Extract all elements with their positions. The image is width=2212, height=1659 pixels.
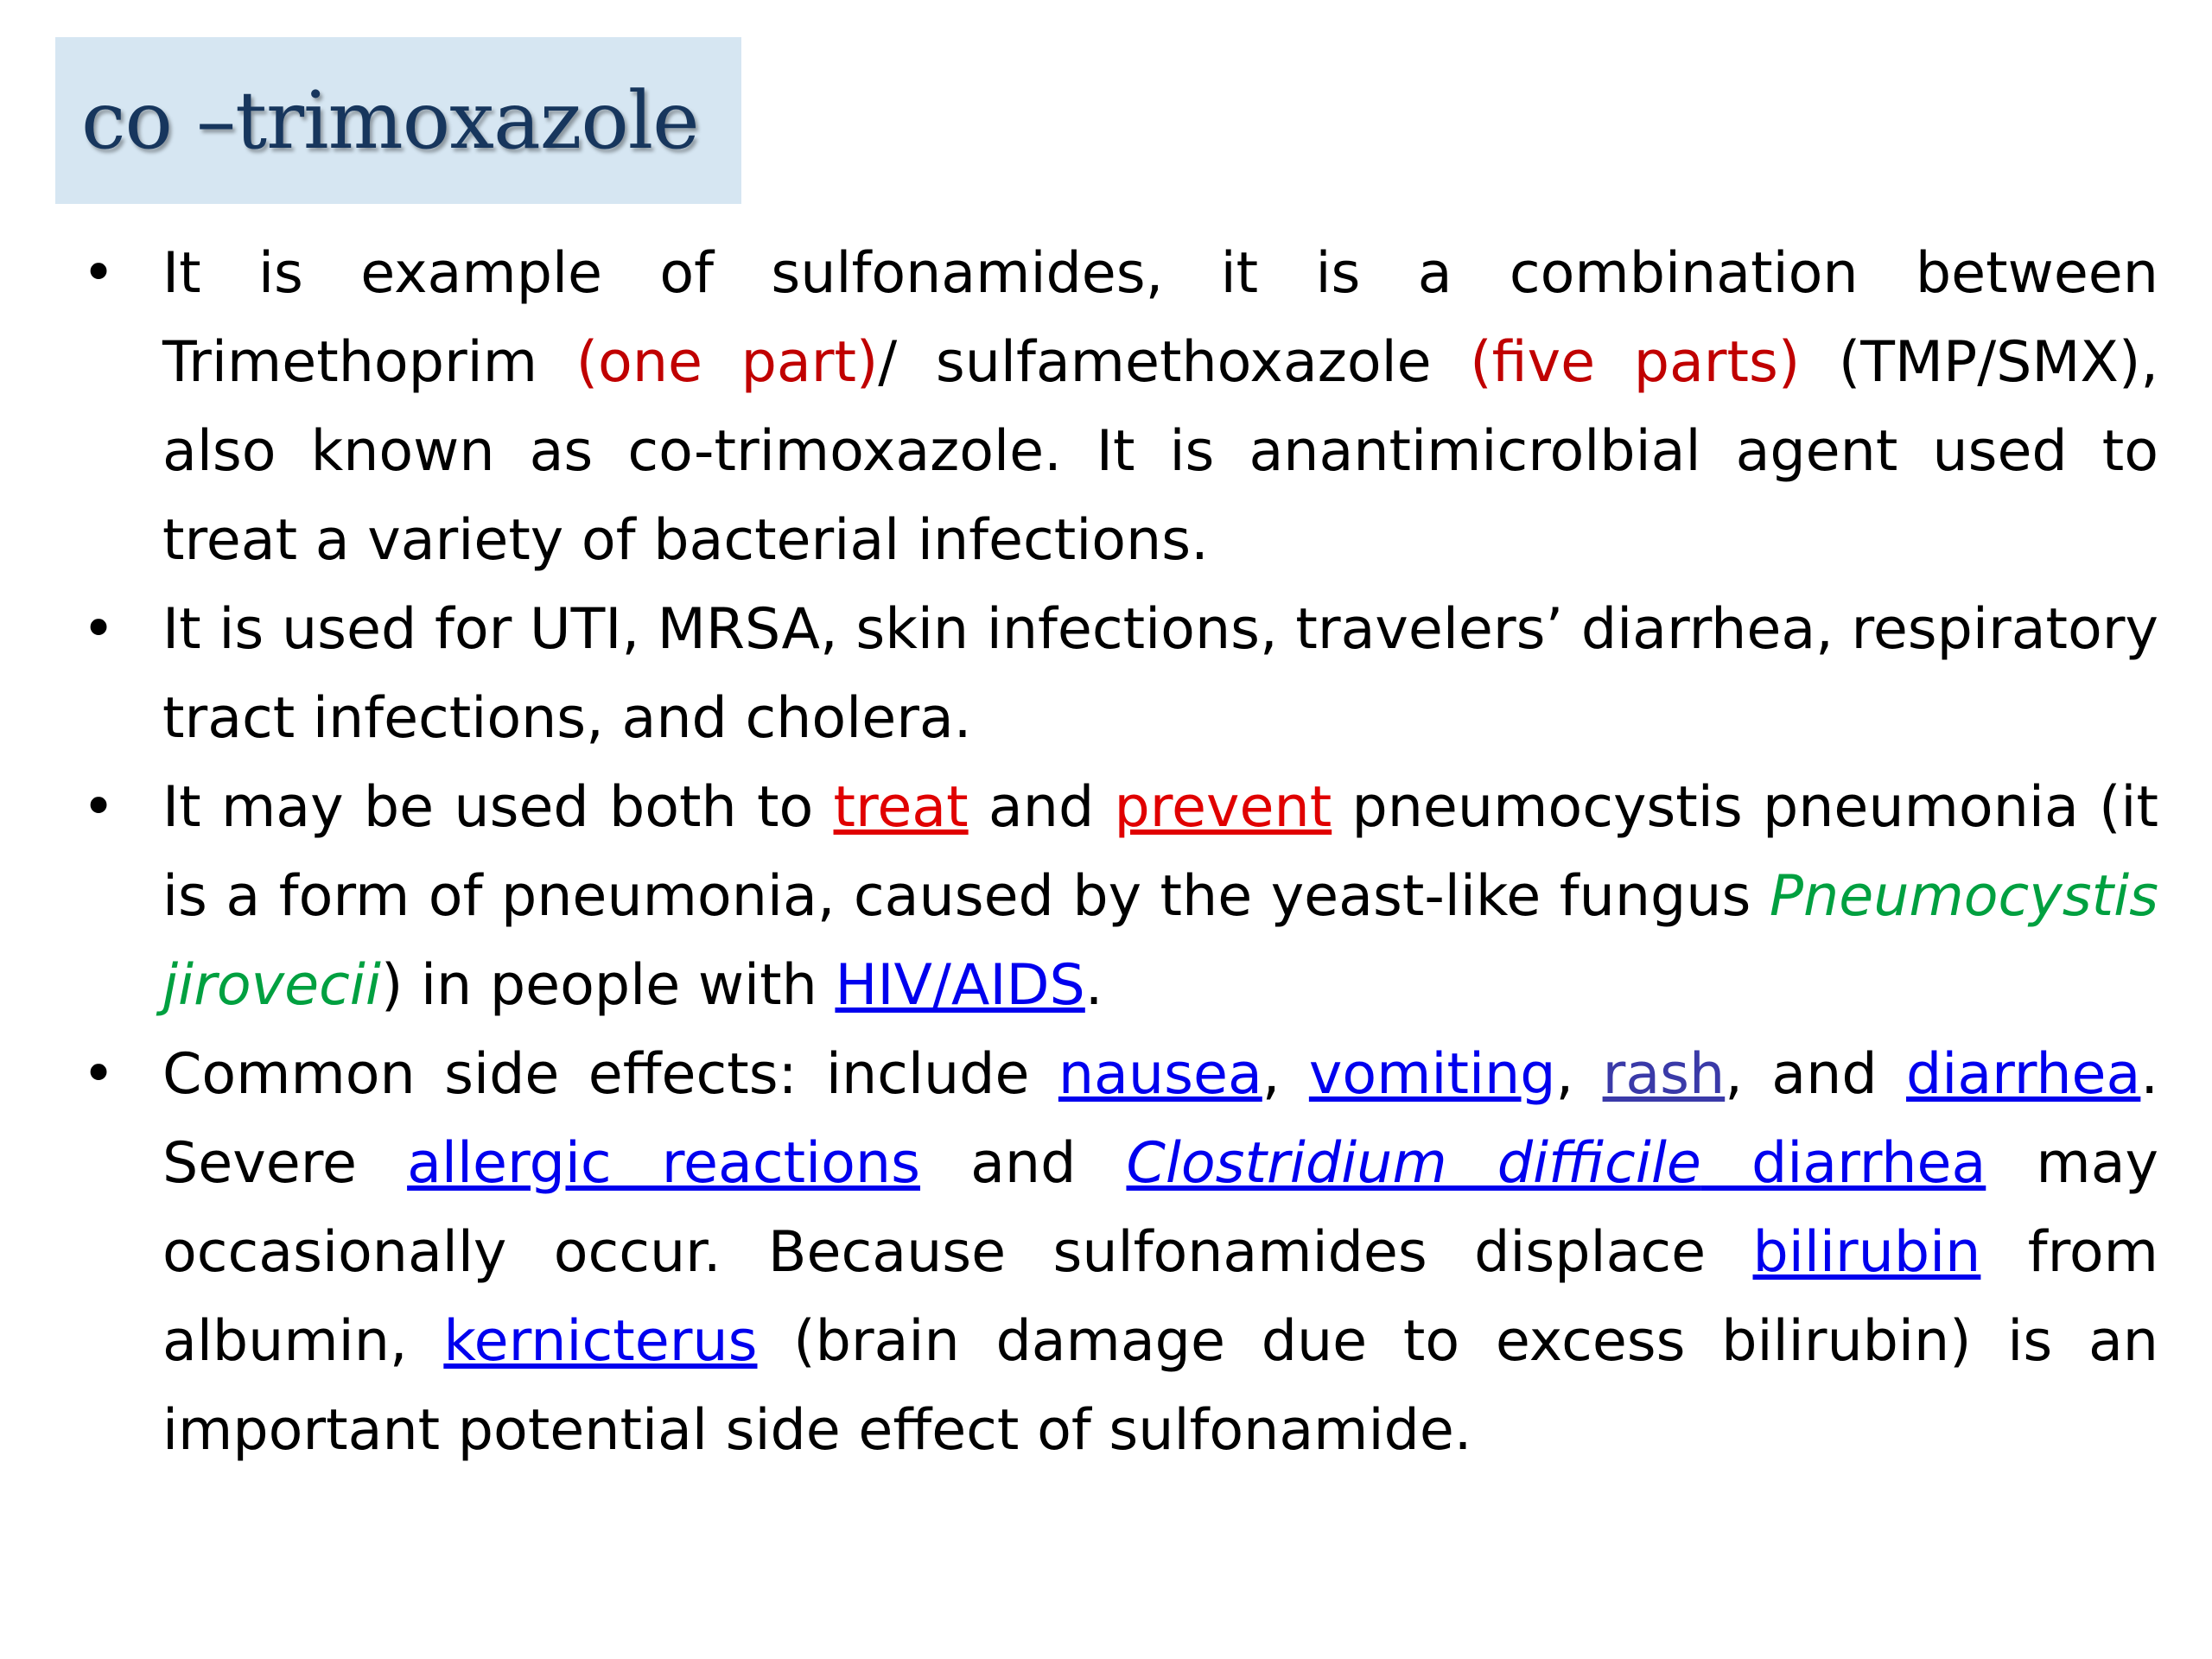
text-segment: It may be used both to xyxy=(162,775,834,840)
kernicterus-link[interactable]: kernicterus xyxy=(443,1309,758,1374)
text-segment: (brain damage due to excess bilirubin) is an important potential side effect of sulfonamide. xyxy=(162,1309,2158,1463)
organism-name: Pneumocystis jirovecii xyxy=(162,864,2158,1018)
text-segment: and xyxy=(920,1131,1127,1196)
bullet-dot-icon: • xyxy=(81,597,116,662)
text-segment: pneumocystis pneumonia (it is a form of pneumonia, caused by the yeast-like fungus xyxy=(162,775,2158,929)
text-segment: may occasionally occur. Because sulfonamides displace xyxy=(162,1131,2159,1285)
bullet-item-uses xyxy=(81,585,2158,763)
hiv-aids-link[interactable]: HIV/AIDS xyxy=(835,953,1085,1018)
prevent-link[interactable]: prevent xyxy=(1114,775,1332,840)
bullet-item-composition xyxy=(81,229,2158,585)
bullet-dot-icon: • xyxy=(81,775,116,840)
bullet-list xyxy=(0,229,2212,1475)
treat-link[interactable]: treat xyxy=(833,775,969,840)
text-segment: . Severe xyxy=(162,1042,2159,1196)
bullet-dot-icon: • xyxy=(81,1042,116,1107)
one-part-note: (one part) xyxy=(575,330,879,395)
bullet-item-pneumocystis xyxy=(81,763,2158,1030)
slide-content xyxy=(0,229,2212,1475)
nausea-link[interactable]: nausea xyxy=(1058,1042,1262,1107)
text-segment: from albumin, xyxy=(162,1220,2158,1374)
text-segment: , xyxy=(1262,1042,1309,1107)
text-segment: . xyxy=(1084,953,1103,1018)
text-segment: ) in people with xyxy=(380,953,836,1018)
bullet-item-side-effects xyxy=(81,1030,2159,1475)
diarrhea-link[interactable]: diarrhea xyxy=(1906,1042,2141,1107)
bilirubin-link[interactable]: bilirubin xyxy=(1752,1220,1981,1285)
text-segment: Common side effects: include xyxy=(162,1042,1058,1107)
rash-link[interactable]: rash xyxy=(1602,1042,1726,1107)
title-box xyxy=(55,37,741,204)
cdiff-diarrhea-link[interactable]: diarrhea xyxy=(1700,1131,1986,1196)
text-segment: It is example of sulfonamides, it is a combination between Trimethoprim xyxy=(162,241,2158,395)
text-segment: / sulfamethoxazole xyxy=(878,330,1471,395)
text-segment: , and xyxy=(1725,1042,1907,1107)
clostridium-difficile-link[interactable]: Clostridium difficile xyxy=(1126,1131,1701,1196)
page-title: co –trimoxazole xyxy=(81,74,699,167)
text-segment: It is used for UTI, MRSA, skin infections, travelers’ diarrhea, respiratory tract infections, and cholera. xyxy=(162,597,2158,751)
text-segment: , xyxy=(1555,1042,1603,1107)
text-segment: (TMP/SMX), also known as co-trimoxazole. It is anantimicrolbial agent used to treat a variety of bacterial infections. xyxy=(162,330,2158,573)
five-parts-note: (five parts) xyxy=(1470,330,1801,395)
text-segment: and xyxy=(968,775,1115,840)
allergic-reactions-link[interactable]: allergic reactions xyxy=(407,1131,920,1196)
bullet-dot-icon: • xyxy=(81,241,116,306)
vomiting-link[interactable]: vomiting xyxy=(1308,1042,1556,1107)
